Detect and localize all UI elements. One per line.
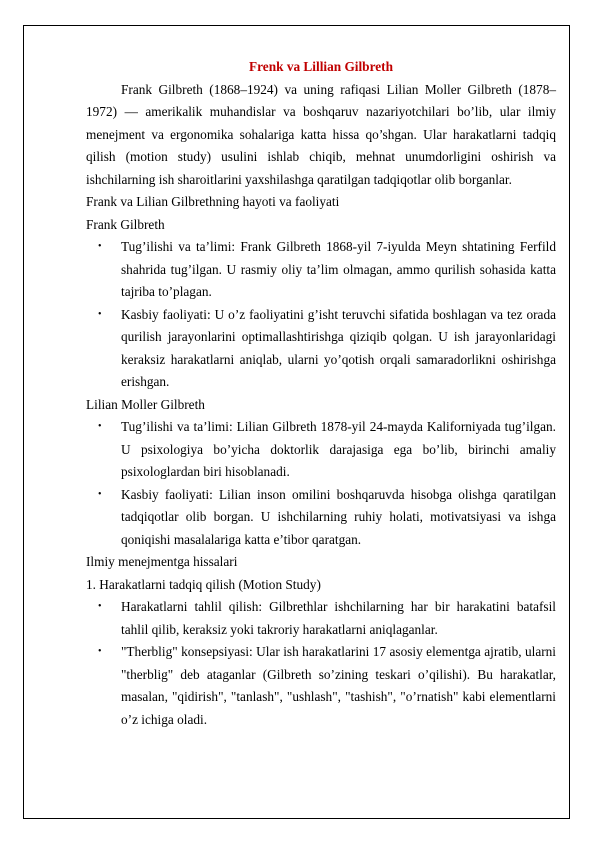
list-item-text: Harakatlarni tahlil qilish: Gilbrethlar ishchilarning har bir harakatini batafsil tahlil qilib, keraksiz yoki takroriy harakatlarni aniqlaganlar. (121, 599, 556, 637)
lilian-list (86, 416, 556, 551)
list-item (86, 641, 556, 731)
motion-study-heading: 1. Harakatlarni tadqiq qilish (Motion Study) (86, 576, 321, 592)
intro-paragraph: Frank Gilbreth (1868–1924) va uning rafiqasi Lilian Moller Gilbreth (1878–1972) — amerikalik muhandislar va boshqaruv nazariyotchilari bo’lib, ular ilmiy menejment va ergonomika sohalariga katta hissa qo’shgan. Ular harakatlarni tadqiq qilish (motion study) usulini ishlab chiqib, mehnat unumdorligini oshirish va ishchilarning ish sharoitlarini yaxshilashga qaratilgan tadqiqotlar olib borganlar. (86, 81, 556, 187)
bullet-icon: • (98, 421, 102, 432)
list-item (86, 236, 556, 304)
document-title: Frenk va Lillian Gilbreth (249, 59, 393, 74)
bullet-icon: • (98, 646, 102, 657)
list-item-text: Tug’ilishi va ta’limi: Lilian Gilbreth 1878-yil 24-mayda Kaliforniyada tug’ilgan. U psixologiya bo’yicha doktorlik darajasiga ega bo’lib, birinchi amaliy psixologlardan biri hisoblanadi. (121, 419, 556, 479)
list-item-text: Tug’ilishi va ta’limi: Frank Gilbreth 1868-yil 7-iyulda Meyn shtatining Ferfild shahrida tug’ilgan. U rasmiy oliy ta’lim olmagan, ammo qurilish sohasida katta tajriba to’plagan. (121, 239, 556, 299)
list-item (86, 596, 556, 641)
bullet-icon: • (98, 241, 102, 252)
bullet-icon: • (98, 601, 102, 612)
frank-list (86, 236, 556, 394)
frank-heading: Frank Gilbreth (86, 216, 165, 232)
list-item (86, 304, 556, 394)
list-item (86, 484, 556, 552)
bullet-icon: • (98, 488, 102, 500)
motion-list (86, 596, 556, 731)
section-heading-life: Frank va Lilian Gilbrethning hayoti va faoliyati (86, 194, 340, 209)
document-body (86, 56, 556, 731)
list-item-text: "Therblig" konsepsiyasi: Ular ish harakatlarini 17 asosiy elementga ajratib, ularni "therblig" deb ataganlar (Gilbreth so’zining teskari o’qilishi). Bu harakatlar, masalan, "qidirish", "tanlash", "ushlash", "tashish", "o’rnatish" kabi elementlarni o’z ichiga oladi. (121, 644, 556, 727)
lilian-heading: Lilian Moller Gilbreth (86, 396, 205, 412)
bullet-icon: • (98, 308, 102, 320)
list-item (86, 416, 556, 484)
section-heading-contributions: Ilmiy menejmentga hissalari (86, 554, 238, 569)
list-item-text: Kasbiy faoliyati: U o’z faoliyatini g’isht teruvchi sifatida boshlagan va tez orada qurilish jarayonlarini optimallashtirishga qiziqib qolgan. U ish jarayonlaridagi keraksiz harakatlarni aniqlab, ularni yo’qotish orqali samaradorlikni oshirishga erishgan. (121, 306, 556, 389)
list-item-text: Kasbiy faoliyati: Lilian inson omilini boshqaruvda hisobga olishga qaratilgan tadqiqotlar olib borgan. U ishchilarning ruhiy holati, motivatsiyasi va ishga qoniqishi masalalariga katta e’tibor qaratgan. (121, 486, 556, 547)
